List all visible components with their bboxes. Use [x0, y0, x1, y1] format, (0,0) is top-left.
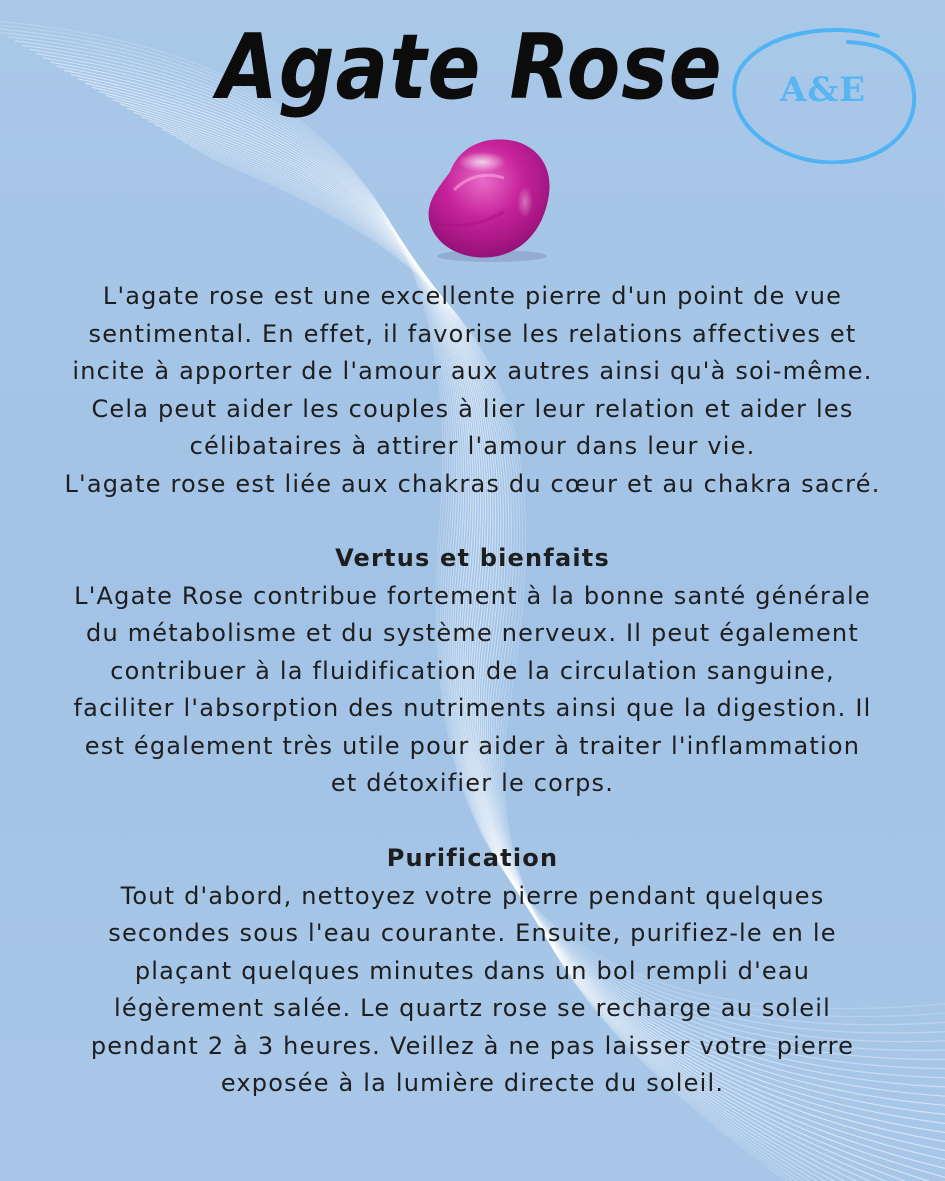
intro-line: incite à apporter de l'amour aux autres ainsi qu'à soi-même.: [72, 357, 873, 385]
purification-line: plaçant quelques minutes dans un bol rempli d'eau: [134, 956, 811, 985]
logo-text: A&E: [780, 70, 866, 110]
vertus-line: est également très utile pour aider à traiter l'inflammation: [84, 731, 861, 760]
purification-heading: Purification: [386, 844, 559, 872]
vertus-line: contribuer à la fluidification de la circulation sanguine,: [110, 656, 835, 685]
intro-line: sentimental. En effet, il favorise les relations affectives et: [88, 319, 857, 348]
intro-line: L'agate rose est liée aux chakras du cœur et au chakra sacré.: [64, 469, 881, 498]
rose-agate-stone-image: [420, 132, 560, 264]
page-title: Agate Rose: [217, 16, 723, 120]
vertus-line: du métabolisme et du système nerveux. Il peut également: [86, 619, 859, 647]
purification-line: Tout d'abord, nettoyez votre pierre pendant quelques: [120, 881, 825, 910]
purification-line: exposée à la lumière directe du soleil.: [220, 1069, 725, 1097]
intro-line: L'agate rose est une excellente pierre d'un point de vue: [102, 282, 843, 310]
vertus-line: L'Agate Rose contribue fortement à la bonne santé générale: [74, 581, 871, 610]
vertus-heading: Vertus et bienfaits: [335, 544, 610, 572]
vertus-line: faciliter l'absorption des nutriments ainsi que la digestion. Il: [73, 694, 872, 722]
purification-line: secondes sous l'eau courante. Ensuite, purifiez-le en le: [108, 919, 837, 947]
intro-line: Cela peut aider les couples à lier leur relation et aider les: [91, 394, 854, 423]
vertus-section: [20, 540, 925, 803]
intro-line: célibataires à attirer l'amour dans leur vie.: [189, 432, 756, 460]
purification-section: [20, 840, 925, 1103]
vertus-line: et détoxifier le corps.: [330, 769, 615, 797]
purification-line: légèrement salée. Le quartz rose se recharge au soleil: [113, 994, 832, 1022]
purification-line: pendant 2 à 3 heures. Veillez à ne pas laisser votre pierre: [90, 1031, 855, 1060]
intro-text: [20, 278, 925, 503]
